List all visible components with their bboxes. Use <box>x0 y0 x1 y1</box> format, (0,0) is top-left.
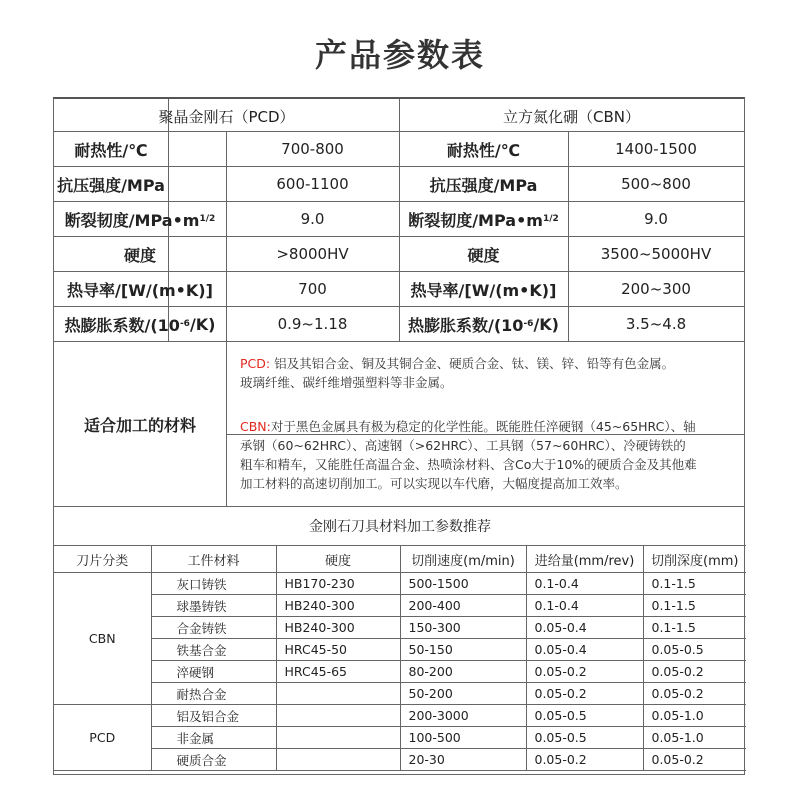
row-label-fracture-toughness: 断裂韧度/MPa•m 1/2 <box>408 210 559 230</box>
cell-hardness: HB240-300 <box>276 617 400 639</box>
cell-speed: 150-300 <box>400 617 526 639</box>
cbn-value: 500~800 <box>621 175 691 193</box>
cell-material: 非金属 <box>151 727 276 749</box>
materials-label: 适合加工的材料 <box>83 416 196 435</box>
cell-depth: 0.1-1.5 <box>643 617 746 639</box>
recommendation-title: 金刚石刀具材料加工参数推荐 <box>309 519 491 535</box>
cell-hardness: HRC45-65 <box>276 661 400 683</box>
row-label-fracture-toughness: 断裂韧度/MPa•m 1/2 <box>64 210 216 230</box>
cell-material: 淬硬钢 <box>151 661 276 683</box>
cell-speed: 500-1500 <box>400 573 526 595</box>
cell-depth: 0.1-1.5 <box>643 595 746 617</box>
cell-speed: 200-3000 <box>400 705 526 727</box>
cell-feed: 0.05-0.2 <box>526 749 643 771</box>
cell-material: 球墨铸铁 <box>151 595 276 617</box>
cell-feed: 0.05-0.5 <box>526 727 643 749</box>
row-label-heat-resistance: 耐热性/℃ <box>74 140 148 160</box>
row-label-hardness: 硬度 <box>467 245 500 265</box>
cell-material: 合金铸铁 <box>151 617 276 639</box>
cell-depth: 0.05-0.2 <box>643 683 746 705</box>
row-label-thermal-conductivity: 热导率/[W/(m•K)] <box>67 280 213 300</box>
cbn-header: 立方氮化硼（CBN） <box>503 107 640 126</box>
cell-speed: 50-150 <box>400 639 526 661</box>
row-label-heat-resistance: 耐热性/℃ <box>446 140 521 160</box>
cbn-value: 3500~5000HV <box>600 245 712 263</box>
cbn-value: 1400-1500 <box>615 140 697 158</box>
cell-depth: 0.05-0.5 <box>643 639 746 661</box>
cell-feed: 0.05-0.2 <box>526 661 643 683</box>
table-row <box>54 573 746 595</box>
cell-material: 耐热合金 <box>151 683 276 705</box>
cell-speed: 80-200 <box>400 661 526 683</box>
table-row <box>54 617 746 639</box>
cell-feed: 0.1-0.4 <box>526 595 643 617</box>
group-pcd: PCD <box>54 705 151 771</box>
cell-feed: 0.05-0.5 <box>526 705 643 727</box>
cell-hardness: HRC45-50 <box>276 639 400 661</box>
cell-depth: 0.05-0.2 <box>643 749 746 771</box>
cbn-value: 3.5~4.8 <box>625 315 687 333</box>
cell-depth: 0.05-1.0 <box>643 705 746 727</box>
column-header: 工件材料 <box>151 546 276 573</box>
table-row <box>54 727 746 749</box>
pcd-materials-text: PCD: 铝及其铝合金、铜及其铜合金、硬质合金、钛、镁、锌、铅等有色金属。 玻璃纤维、碳纤维增强塑料等非金属。 <box>240 356 675 390</box>
column-header: 切削深度(mm) <box>643 546 746 573</box>
cell-hardness <box>276 683 400 705</box>
cell-depth: 0.05-0.2 <box>643 661 746 683</box>
header-row <box>54 546 746 573</box>
cell-speed: 200-400 <box>400 595 526 617</box>
pcd-header: 聚晶金刚石（PCD） <box>158 107 295 126</box>
cell-hardness: HB170-230 <box>276 573 400 595</box>
cell-speed: 100-500 <box>400 727 526 749</box>
cbn-value: 9.0 <box>644 210 668 228</box>
cell-feed: 0.05-0.2 <box>526 683 643 705</box>
column-header: 刀片分类 <box>54 546 151 573</box>
page-title: 产品参数表 <box>314 36 485 74</box>
table-row <box>54 683 746 705</box>
cell-speed: 20-30 <box>400 749 526 771</box>
cell-material: 灰口铸铁 <box>151 573 276 595</box>
cell-depth: 0.05-1.0 <box>643 727 746 749</box>
spec-table <box>53 97 745 507</box>
recommendation-table <box>53 507 745 775</box>
cell-feed: 0.05-0.4 <box>526 617 643 639</box>
cbn-materials-text: CBN:对于黑色金属具有极为稳定的化学性能。既能胜任淬硬钢（45~65HRC）、轴 承钢（60~62HRC）、高速钢（>62HRC）、工具钢（57~60HRC）、冷硬铸铁的 粗车和精车，又能胜任高温合金、热喷涂材料、含Co大于10%的硬质合金及其他难 加工材料的高速切削加工。可以实现以车代磨，大幅度提高加工效率。 <box>240 419 697 491</box>
cell-feed: 0.1-0.4 <box>526 573 643 595</box>
column-header: 进给量(mm/rev) <box>526 546 643 573</box>
pcd-value: 700-800 <box>281 140 344 158</box>
group-cbn: CBN <box>54 573 151 705</box>
row-label-thermal-expansion: 热膨胀系数/(10 -6 /K) <box>64 314 216 335</box>
cell-material: 铁基合金 <box>151 639 276 661</box>
table-row <box>54 639 746 661</box>
row-label-compressive-strength: 抗压强度/MPa <box>57 175 165 195</box>
row-label-compressive-strength: 抗压强度/MPa <box>429 175 538 195</box>
row-label-hardness: 硬度 <box>123 245 156 265</box>
pcd-value: 9.0 <box>300 210 325 228</box>
table-row <box>54 595 746 617</box>
pcd-value: >8000HV <box>276 245 349 263</box>
cell-hardness: HB240-300 <box>276 595 400 617</box>
cell-hardness <box>276 705 400 727</box>
cell-material: 硬质合金 <box>151 749 276 771</box>
cell-speed: 50-200 <box>400 683 526 705</box>
table-row <box>54 705 746 727</box>
row-label-thermal-conductivity: 热导率/[W/(m•K)] <box>410 280 557 300</box>
cell-hardness <box>276 727 400 749</box>
pcd-value: 0.9~1.18 <box>277 315 348 333</box>
column-header: 切削速度(m/min) <box>400 546 526 573</box>
cbn-value: 200~300 <box>621 280 691 298</box>
table-row <box>54 749 746 771</box>
cell-depth: 0.1-1.5 <box>643 573 746 595</box>
pcd-value: 600-1100 <box>276 175 349 193</box>
cell-material: 铝及铝合金 <box>151 705 276 727</box>
pcd-value: 700 <box>298 280 327 298</box>
cell-hardness <box>276 749 400 771</box>
cell-feed: 0.05-0.4 <box>526 639 643 661</box>
table-row <box>54 661 746 683</box>
column-header: 硬度 <box>276 546 400 573</box>
row-label-thermal-expansion: 热膨胀系数/(10 -6 /K) <box>408 314 559 335</box>
